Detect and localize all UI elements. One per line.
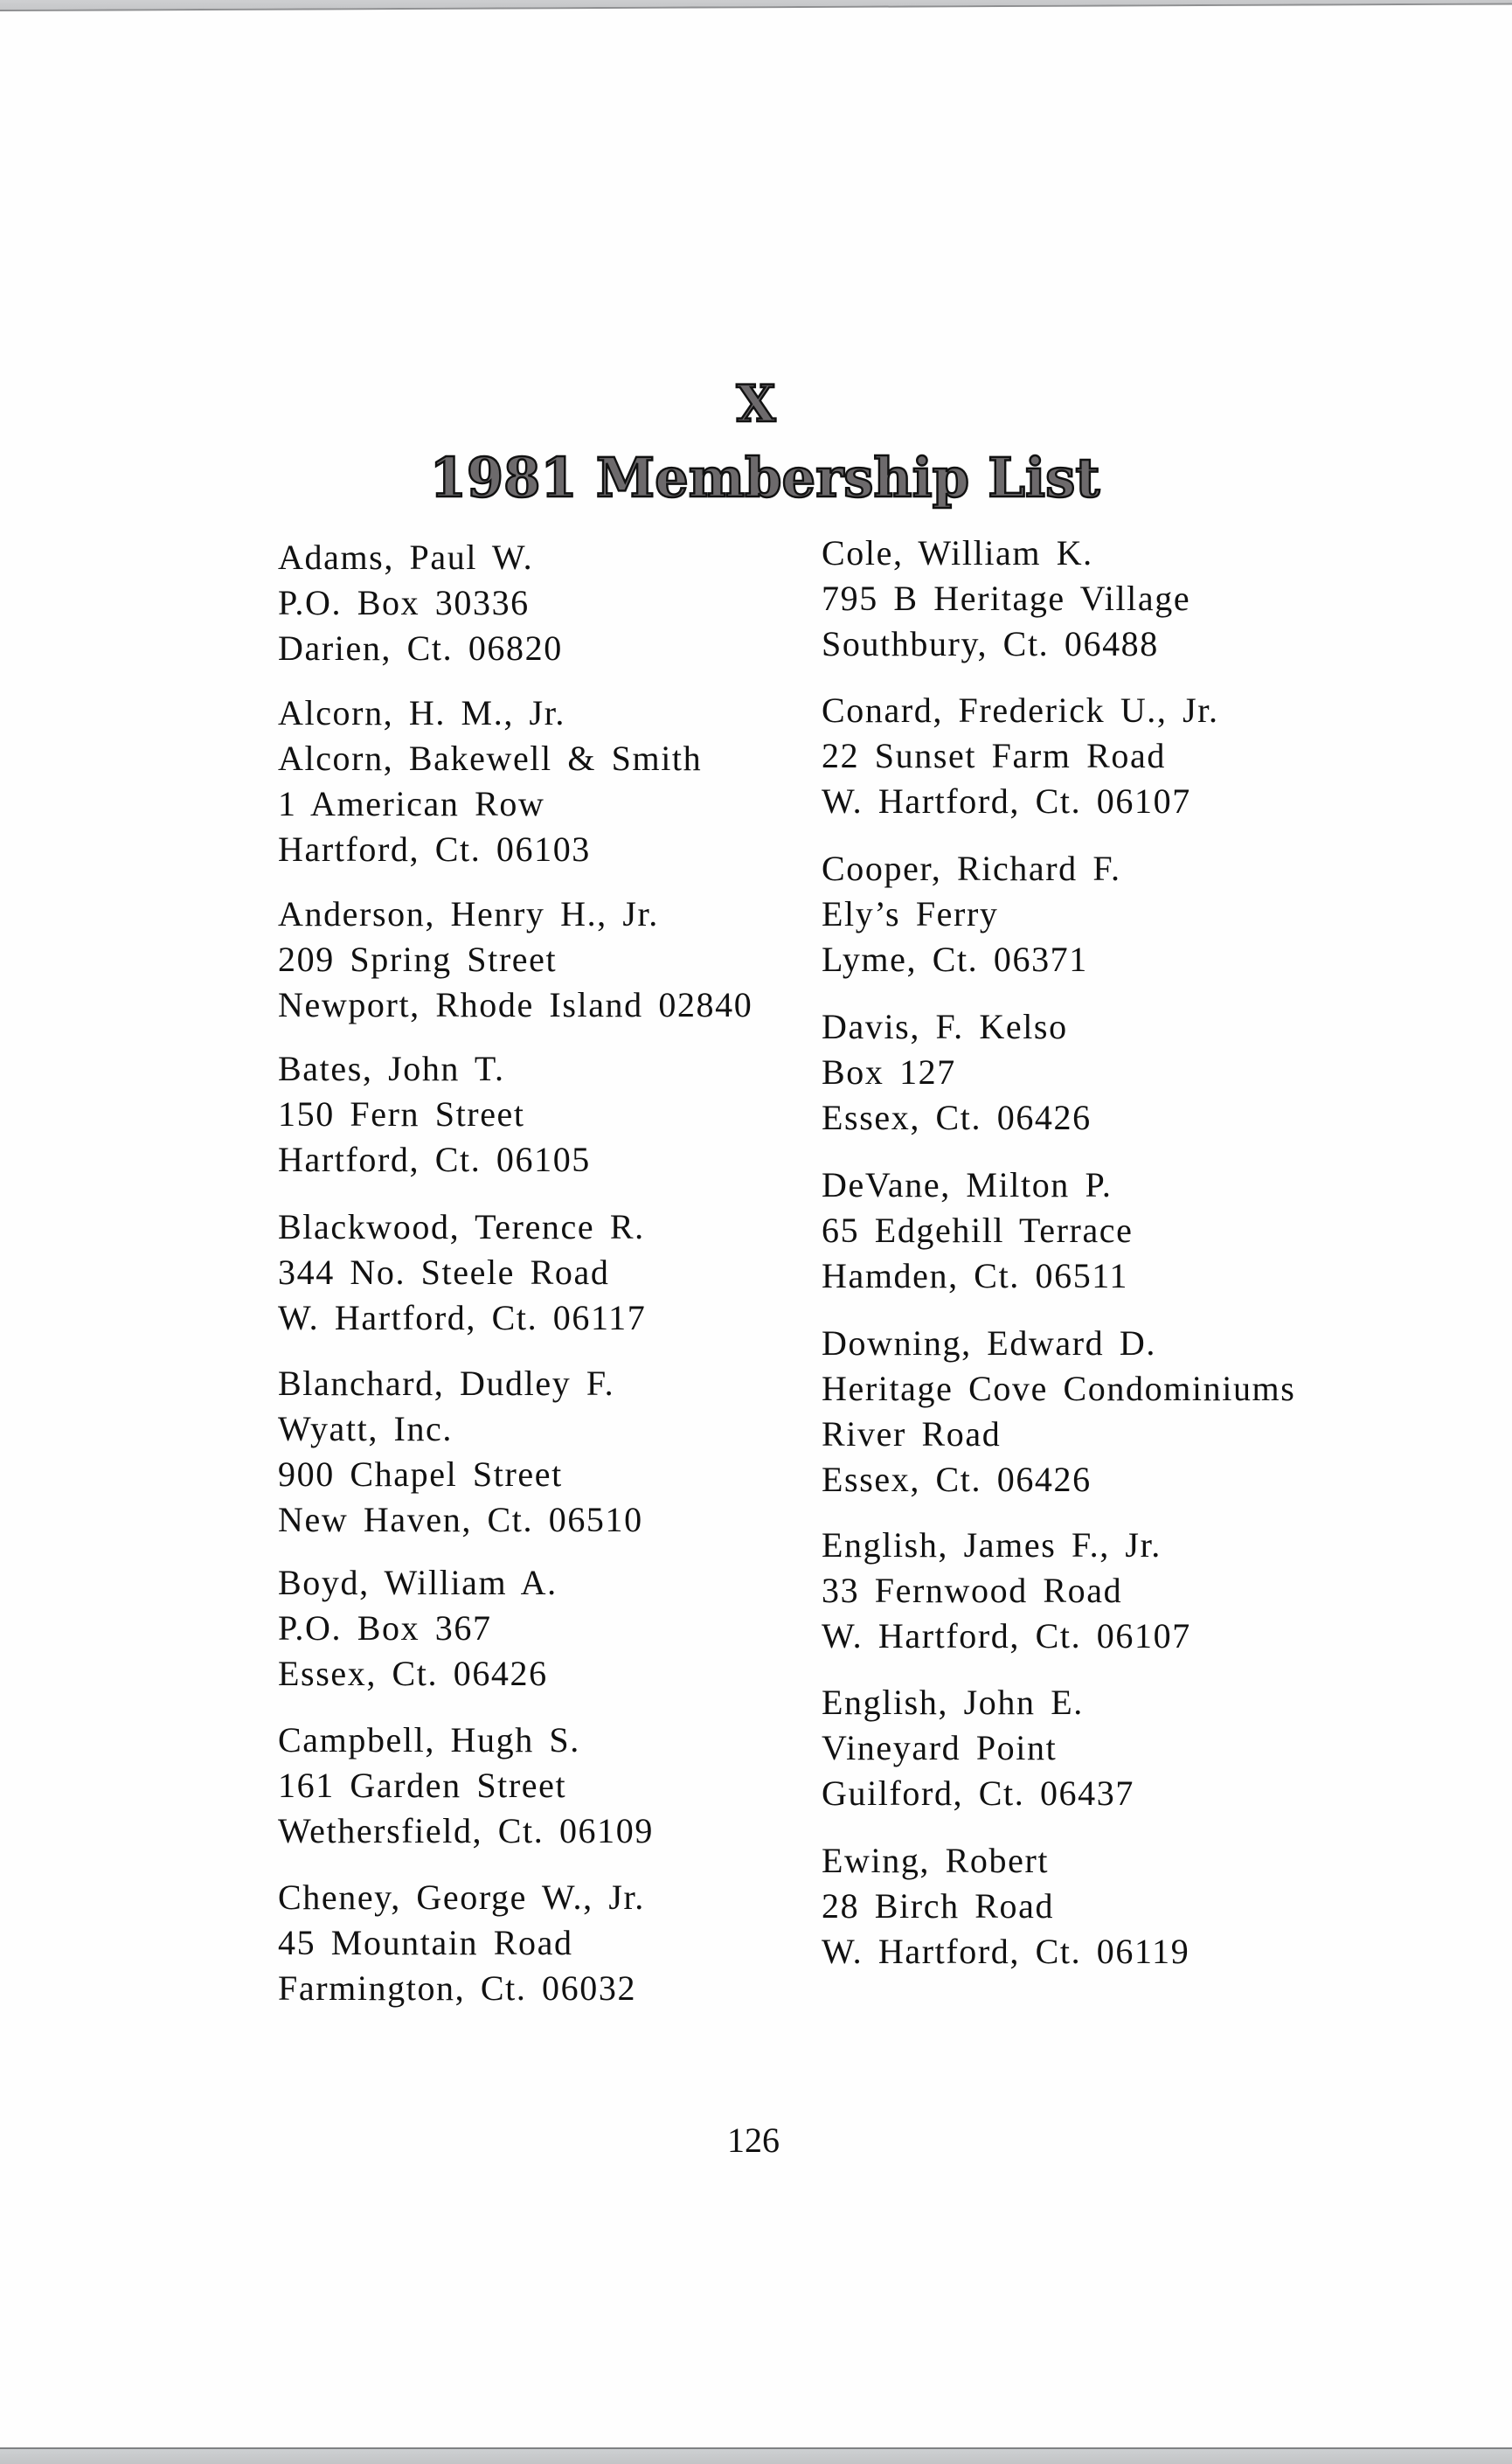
member-name: Alcorn, H. M., Jr. — [278, 693, 566, 732]
member-address-line: P.O. Box 367 — [278, 1608, 492, 1648]
member-address-line: 344 No. Steele Road — [278, 1253, 610, 1292]
member-address-line: New Haven, Ct. 06510 — [278, 1500, 643, 1539]
member-address-line: Farmington, Ct. 06032 — [278, 1968, 637, 2008]
scan-edge-bottom — [0, 2447, 1512, 2464]
member-address-line: Essex, Ct. 06426 — [822, 1460, 1092, 1499]
member-entry — [278, 1204, 646, 1341]
member-address-line: 795 B Heritage Village — [822, 579, 1191, 618]
member-entry — [278, 1718, 654, 1854]
member-name: Adams, Paul W. — [278, 538, 534, 577]
member-address-line: Hartford, Ct. 06105 — [278, 1140, 591, 1179]
member-entry — [822, 1321, 1295, 1503]
member-address-line: Essex, Ct. 06426 — [822, 1098, 1092, 1137]
member-address-line: 209 Spring Street — [278, 940, 558, 979]
scan-edge-top — [0, 0, 1512, 11]
member-entry — [278, 1046, 591, 1183]
member-address-line: Ely’s Ferry — [822, 894, 999, 934]
member-address-line: 33 Fernwood Road — [822, 1571, 1123, 1610]
member-entry — [822, 1004, 1092, 1141]
member-address-line: 900 Chapel Street — [278, 1454, 563, 1494]
member-name: Bates, John T. — [278, 1049, 505, 1088]
member-address-line: 28 Birch Road — [822, 1886, 1055, 1926]
member-name: Anderson, Henry H., Jr. — [278, 894, 659, 934]
chapter-numeral: X — [736, 374, 776, 434]
member-name: Conard, Frederick U., Jr. — [822, 691, 1219, 730]
member-address-line: Southbury, Ct. 06488 — [822, 624, 1159, 663]
member-address-line: 22 Sunset Farm Road — [822, 736, 1166, 775]
member-address-line: Alcorn, Bakewell & Smith — [278, 739, 703, 778]
member-entry — [278, 1875, 645, 2011]
member-name: English, John E. — [822, 1683, 1084, 1722]
member-entry — [822, 531, 1190, 667]
member-name: Cole, William K. — [822, 533, 1093, 573]
member-address-line: 161 Garden Street — [278, 1766, 567, 1805]
member-name: Boyd, William A. — [278, 1563, 558, 1602]
member-address-line: W. Hartford, Ct. 06117 — [278, 1298, 647, 1337]
member-address-line: 65 Edgehill Terrace — [822, 1211, 1134, 1250]
member-address-line: Guilford, Ct. 06437 — [822, 1773, 1134, 1813]
member-address-line: Wyatt, Inc. — [278, 1409, 454, 1448]
member-name: Ewing, Robert — [822, 1841, 1050, 1880]
member-entry — [278, 1361, 643, 1543]
member-entry — [278, 691, 702, 872]
member-entry — [278, 535, 563, 671]
member-address-line: Newport, Rhode Island 02840 — [278, 985, 753, 1024]
member-entry — [822, 1680, 1134, 1816]
member-address-line: 1 American Row — [278, 784, 545, 823]
member-address-line: P.O. Box 30336 — [278, 583, 530, 622]
member-address-line: W. Hartford, Ct. 06107 — [822, 781, 1191, 821]
member-name: Davis, F. Kelso — [822, 1007, 1068, 1046]
member-name: Campbell, Hugh S. — [278, 1720, 580, 1760]
page-title: 1981 Membership List — [429, 446, 1100, 510]
member-address-line: W. Hartford, Ct. 06107 — [822, 1616, 1191, 1655]
member-address-line: Heritage Cove Condominiums — [822, 1369, 1296, 1408]
member-address-line: Hartford, Ct. 06103 — [278, 829, 591, 869]
member-entry — [822, 688, 1219, 824]
member-name: Blanchard, Dudley F. — [278, 1364, 615, 1403]
member-name: Blackwood, Terence R. — [278, 1207, 645, 1246]
member-name: Cheney, George W., Jr. — [278, 1877, 645, 1917]
member-address-line: Essex, Ct. 06426 — [278, 1654, 548, 1693]
member-address-line: W. Hartford, Ct. 06119 — [822, 1932, 1190, 1971]
member-entry — [278, 892, 753, 1028]
member-entry — [278, 1560, 558, 1697]
member-address-line: Vineyard Point — [822, 1728, 1058, 1767]
member-name: Cooper, Richard F. — [822, 849, 1121, 888]
member-name: English, James F., Jr. — [822, 1525, 1162, 1565]
member-address-line: Hamden, Ct. 06511 — [822, 1256, 1129, 1295]
member-address-line: Lyme, Ct. 06371 — [822, 940, 1088, 979]
member-address-line: River Road — [822, 1414, 1002, 1454]
member-address-line: Box 127 — [822, 1052, 956, 1092]
member-address-line: Darien, Ct. 06820 — [278, 628, 563, 668]
member-entry — [822, 1838, 1189, 1975]
page-number: 126 — [727, 2120, 780, 2160]
member-address-line: 150 Fern Street — [278, 1094, 525, 1134]
member-address-line: Wethersfield, Ct. 06109 — [278, 1811, 654, 1850]
member-address-line: 45 Mountain Road — [278, 1923, 573, 1962]
member-entry — [822, 1523, 1191, 1659]
member-name: DeVane, Milton P. — [822, 1165, 1113, 1204]
member-entry — [822, 1163, 1134, 1299]
member-entry — [822, 846, 1121, 982]
member-name: Downing, Edward D. — [822, 1323, 1156, 1363]
